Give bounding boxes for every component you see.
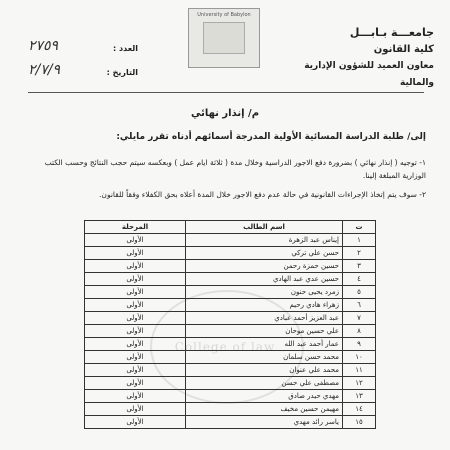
number-row [28,40,138,64]
cell-name: محمد حسن سلمان [186,351,343,364]
header-num: ت [343,221,376,234]
header-name: اسم الطالب [186,221,343,234]
cell-name: مهيمن حسين مخيف [186,403,343,416]
letter-subject: م/ إنذار نهائي [190,108,260,119]
cell-num: ١٥ [343,416,376,429]
cell-name: زمرد يحيى حنون [186,286,343,299]
table-row [85,286,376,299]
letter-point-1: ١- توجيه ( إنذار نهائي ) بضرورة دفع الاجور الدراسية وخلال مدة ( ثلاثة ايام عمل ) وبعكسه سيتم حجب النتائج وحسب الكتب الوزارية المبلغة إلينا. [44,158,426,180]
letter-point-2: ٢- سوف يتم إتخاذ الإجراءات القانونية في حالة عدم دفع الاجور خلال المدة أعلاه بحق الكفلاء وفقاً للقانون. [99,190,426,199]
date-label: التاريخ : [106,68,138,77]
cell-num: ٥ [343,286,376,299]
cell-name: عبد العزيز أحمد عبادي [186,312,343,325]
cell-stage: الأولى [85,338,186,351]
department-name: معاون العميد للشؤون الإدارية والمالية [304,61,434,88]
table-row [85,260,376,273]
table-row [85,299,376,312]
table-row [85,312,376,325]
table-row [85,390,376,403]
cell-stage: الأولى [85,351,186,364]
cell-name: زهراء هادي رحيم [186,299,343,312]
cell-stage: الأولى [85,377,186,390]
logo-emblem [203,22,245,54]
university-name: جامعـــة بـابـــل [349,26,434,39]
cell-num: ١ [343,234,376,247]
cell-stage: الأولى [85,312,186,325]
table-row [85,364,376,377]
cell-name: إيناس عبد الزهرة [186,234,343,247]
cell-stage: الأولى [85,403,186,416]
date-row [28,64,138,88]
cell-stage: الأولى [85,364,186,377]
cell-name: مهدي حيدر صادق [186,390,343,403]
cell-name: حسين حمزة رحمن [186,260,343,273]
header-divider [28,92,424,93]
students-table [84,220,376,429]
university-logo [188,8,260,68]
cell-num: ١٠ [343,351,376,364]
table-row [85,377,376,390]
number-label: العدد : [113,44,138,53]
cell-num: ٢ [343,247,376,260]
table-row [85,234,376,247]
table-row [85,325,376,338]
cell-stage: الأولى [85,247,186,260]
letterhead [274,24,434,92]
cell-num: ١١ [343,364,376,377]
cell-name: علي حسين موحان [186,325,343,338]
reference-block [28,40,138,88]
cell-stage: الأولى [85,299,186,312]
cell-name: مصطفى علي حسن [186,377,343,390]
table-row [85,416,376,429]
logo-caption: University of Babylon [197,12,251,18]
cell-stage: الأولى [85,286,186,299]
date-value: ٢/٧/٩ [28,62,60,78]
table-header-row [85,221,376,234]
college-name: كلية القانون [373,44,434,55]
students-table-body [85,234,376,429]
cell-num: ٨ [343,325,376,338]
table-row [85,403,376,416]
cell-name: عمار أحمد عبد الله [186,338,343,351]
table-row [85,273,376,286]
cell-stage: الأولى [85,325,186,338]
table-row [85,351,376,364]
cell-stage: الأولى [85,260,186,273]
cell-num: ١٢ [343,377,376,390]
cell-num: ٣ [343,260,376,273]
cell-stage: الأولى [85,416,186,429]
cell-num: ٧ [343,312,376,325]
cell-num: ٩ [343,338,376,351]
cell-name: حسين عدي عبد الهادي [186,273,343,286]
cell-name: محمد علي عنوان [186,364,343,377]
cell-stage: الأولى [85,234,186,247]
cell-stage: الأولى [85,390,186,403]
number-value: ٢٧٥٩ [28,38,59,54]
cell-name: ياسر رائد مهدي [186,416,343,429]
letter-recipient: إلى/ طلبة الدراسة المسائية الأولية المدرجة أسمائهم أدناه تقرر مايلي: [116,132,426,142]
table-row [85,247,376,260]
cell-stage: الأولى [85,273,186,286]
cell-name: حسن علي تركي [186,247,343,260]
cell-num: ٦ [343,299,376,312]
watermark-text: College of law [174,340,276,354]
header-stage: المرحلة [85,221,186,234]
cell-num: ١٣ [343,390,376,403]
table-row [85,338,376,351]
cell-num: ١٤ [343,403,376,416]
cell-num: ٤ [343,273,376,286]
